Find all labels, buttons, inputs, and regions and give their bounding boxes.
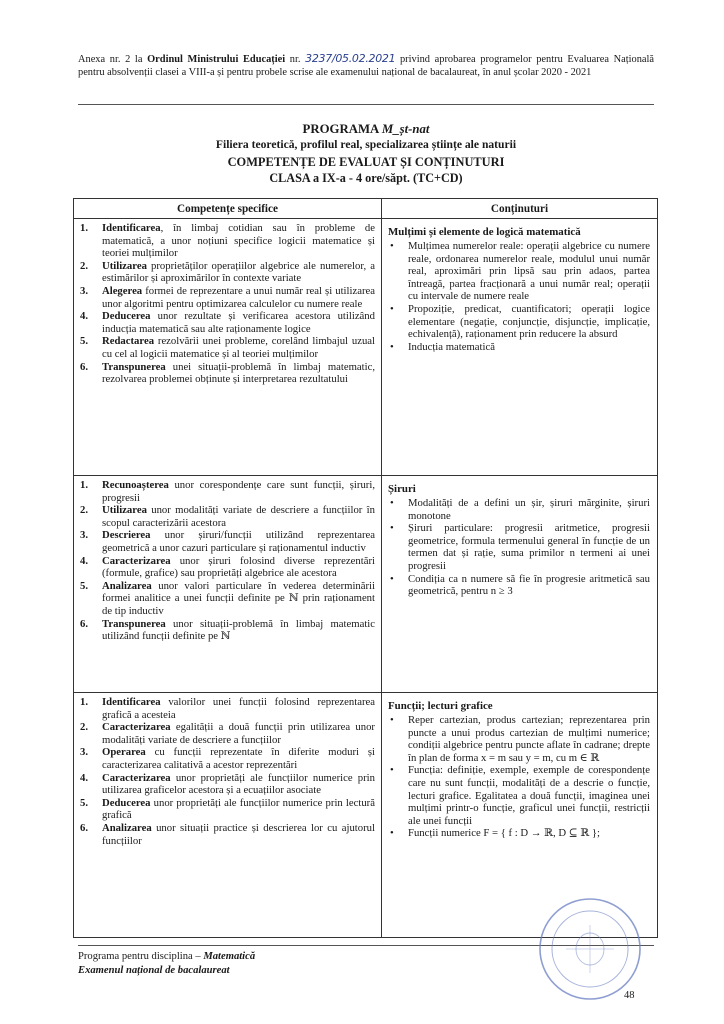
competente-cell <box>74 476 382 692</box>
item-number: 4. <box>80 310 89 323</box>
item-text: Caracterizarea unor proprietăți ale funcțiilor numerice prin utilizarea graficelor acestora și a ecuațiilor asociate <box>102 771 375 797</box>
item-text: Funcții numerice F = { f : D → ℝ, D ⊆ ℝ }; <box>408 827 601 840</box>
header-continuturi: Conținuturi <box>490 202 549 215</box>
competenta-item <box>80 580 375 618</box>
item-number: 1. <box>80 696 89 708</box>
continut-item <box>388 303 650 341</box>
item-number: 3. <box>80 284 89 297</box>
item-number: 6. <box>80 360 89 373</box>
competente-table <box>73 198 658 938</box>
continut-item <box>388 827 650 840</box>
item-number: 4. <box>80 554 89 567</box>
continut-item <box>388 240 650 303</box>
filiera-subtitle: Filiera teoretică, profilul real, specializarea științe ale naturii <box>215 138 517 151</box>
competenta-item <box>80 746 375 771</box>
item-number: 2. <box>80 504 89 517</box>
competenta-item <box>80 361 375 386</box>
item-text: Descrierea unor șiruri/funcții utilizând reprezentarea geometrică a unor cazuri particulare și raționamentul inductiv <box>102 529 375 554</box>
program-title: PROGRAMA M_șt-nat <box>302 122 430 136</box>
bullet-icon: • <box>390 302 394 315</box>
table-row <box>74 219 657 476</box>
bullet-icon: • <box>390 340 394 353</box>
program-titles <box>78 121 654 186</box>
competenta-item <box>80 285 375 310</box>
item-text: Transpunerea unor situații-problemă în limbaj matematic utilizând funcții definite pe ℕ <box>102 617 375 643</box>
item-number: 5. <box>80 796 89 809</box>
page-number: 48 <box>624 990 635 1001</box>
footer-subject: Matematică <box>203 951 256 962</box>
competenta-item <box>80 721 375 746</box>
item-text: Condiția ca n numere să fie în progresie aritmetică sau geometrică, pentru n ≥ 3 <box>408 572 650 598</box>
competenta-item <box>80 222 375 260</box>
competenta-item <box>80 504 375 529</box>
bullet-icon: • <box>390 714 394 726</box>
item-number: 1. <box>80 479 89 491</box>
competenta-item <box>80 618 375 643</box>
item-text: Recunoașterea unor corespondențe care sunt funcții, șiruri, progresii <box>102 479 375 504</box>
table-header <box>74 199 657 219</box>
item-number: 3. <box>80 746 89 759</box>
item-text: Utilizarea proprietăților operațiilor algebrice ale numerelor, a estimărilor și aproximărilor în contexte variate <box>102 259 375 285</box>
item-number: 6. <box>80 821 89 834</box>
item-text: Deducerea unor proprietăți ale funcțiilor numerice prin lectură grafică <box>102 796 375 822</box>
bullet-icon: • <box>390 522 394 535</box>
item-text: Identificarea valorilor unei funcții folosind reprezentarea grafică a acesteia <box>102 696 375 721</box>
item-text: Caracterizarea egalității a două funcții prin utilizarea unor modalități variate de descriere a funcțiilor <box>102 721 375 746</box>
item-text: Transpunerea unei situații-problemă în limbaj matematic, rezolvarea problemei obținute și interpretarea rezultatului <box>102 360 375 386</box>
continut-item <box>388 341 650 354</box>
section-title: Șiruri <box>388 483 416 495</box>
item-number: 6. <box>80 617 89 630</box>
item-text: Modalități de a defini un șir, șiruri mărginite, șiruri monotone <box>408 497 650 522</box>
competenta-item <box>80 772 375 797</box>
continut-item <box>388 573 650 598</box>
official-stamp <box>536 895 644 1003</box>
item-text: Șiruri particulare: progresii aritmetice, progresii geometrice, formula termenului general în funcție de un termen dat și rație, suma primilor n termeni ai unei progresii <box>408 522 650 572</box>
bullet-icon: • <box>390 240 394 252</box>
continuturi-cell <box>382 219 657 475</box>
item-text: Identificarea, în limbaj cotidian sau în probleme de matematică, a unor noțiuni specifice logicii matematice și teoriei mulțimilor <box>102 222 375 260</box>
item-number: 5. <box>80 579 89 592</box>
item-text: Caracterizarea unor șiruri folosind diverse reprezentări (formule, grafice) sau proprietăți algebrice ale acestora <box>102 554 375 580</box>
footer-line-1: Programa pentru disciplina – Matematică <box>78 951 256 962</box>
bullet-icon: • <box>390 827 394 840</box>
table-body <box>74 219 657 937</box>
class-heading: CLASA a IX-a - 4 ore/săpt. (TC+CD) <box>269 171 463 185</box>
item-text: Inducția matematică <box>408 340 495 353</box>
continut-item <box>388 764 650 827</box>
continut-item <box>388 714 650 764</box>
footer-line-2: Examenul național de bacalaureat <box>78 965 230 976</box>
competenta-item <box>80 555 375 580</box>
competenta-item <box>80 822 375 847</box>
competente-heading: COMPETENȚE DE EVALUAT ȘI CONȚINUTURI <box>227 155 505 169</box>
program-code: M_șt-nat <box>381 122 430 136</box>
header-order-title: Ordinul Ministrului Educației <box>147 54 286 65</box>
competenta-item <box>80 696 375 721</box>
competenta-item <box>80 479 375 504</box>
item-text: Redactarea rezolvării unei probleme, corelând limbajul uzual cu cel al logicii matematice și al teoriei mulțimilor <box>102 335 375 360</box>
item-text: Deducerea unor rezultate și verificarea acestora utilizând inducția matematică sau alte raționamente logice <box>102 310 375 335</box>
item-text: Utilizarea unor modalități variate de descriere a funcțiilor în scopul caracterizării acestora <box>102 504 375 529</box>
header-divider <box>78 104 654 105</box>
header-prefix: Anexa nr. 2 la <box>78 54 143 65</box>
item-text: Analizarea unor valori particulare în vederea determinării formei analitice a unei funcții definite pe ℕ prin raționament de tip inductiv <box>102 579 375 617</box>
section-title: Funcții; lecturi grafice <box>388 700 493 712</box>
item-text: Propoziție, predicat, cuantificatori; operații logice elementare (negație, conjuncție, disjuncție, implicație, echivalență), raționament prin reducere la absurd <box>408 302 650 341</box>
competente-cell <box>74 693 382 937</box>
bullet-icon: • <box>390 572 394 585</box>
bullet-icon: • <box>390 764 394 777</box>
continut-item <box>388 522 650 572</box>
item-text: Funcția: definiție, exemple, exemple de corespondențe care nu sunt funcții, modalități de a descrie o funcție, lecturi grafice. Egalitatea a două funcții, imaginea unei mulțimi printr-o funcție, graficul unei funcții, restricții ale unei funcții <box>408 764 650 827</box>
bullet-icon: • <box>390 497 394 509</box>
item-text: Reper cartezian, produs cartezian; reprezentarea prin puncte a unui produs cartezian de mulțimi numerice; condiții algebrice pentru puncte aflate în cadrane; drepte în plan de forma x = m sau y = m, cu m ∈ ℝ <box>408 714 650 764</box>
competenta-item <box>80 335 375 360</box>
table-row <box>74 476 657 693</box>
item-text: Operarea cu funcții reprezentate în diferite moduri și caracterizarea calitativă a acestor reprezentări <box>102 746 375 771</box>
item-number: 2. <box>80 721 89 734</box>
competenta-item <box>80 310 375 335</box>
competenta-item <box>80 797 375 822</box>
item-text: Mulțimea numerelor reale: operații algebrice cu numere reale, ordonarea numerelor reale, modulul unui număr real, aproximări prin lipsă sau prin adaos, partea întreagă, partea fracționară a unui număr real; operații cu intervale de numere reale <box>408 240 650 303</box>
item-text: Analizarea unor situații practice și descrierea lor cu ajutorul funcțiilor <box>102 821 375 847</box>
continuturi-cell <box>382 476 657 692</box>
handwritten-order-number: 3237/05.02.2021 <box>305 52 396 65</box>
item-number: 5. <box>80 335 89 348</box>
section-title: Mulțimi și elemente de logică matematică <box>388 226 581 238</box>
header-competente: Competențe specifice <box>74 199 382 218</box>
item-number: 4. <box>80 771 89 784</box>
header-description: privind aprobarea programelor pentru Evaluarea Națională pentru absolvenții clasei a VIII-a și pentru probele scrise ale examenului național de bacalaureat, în anul școlar 2020 - 2021 <box>78 54 654 79</box>
continut-item <box>388 497 650 522</box>
competenta-item <box>80 260 375 285</box>
header-nr-label: nr. <box>289 54 301 65</box>
item-number: 2. <box>80 259 89 272</box>
item-number: 3. <box>80 529 89 542</box>
document-header <box>78 52 654 79</box>
competenta-item <box>80 529 375 554</box>
competente-cell <box>74 219 382 475</box>
item-number: 1. <box>80 222 89 234</box>
item-text: Alegerea formei de reprezentare a unui număr real și utilizarea unor algoritmi pentru optimizarea calculelor cu numere reale <box>102 284 375 310</box>
